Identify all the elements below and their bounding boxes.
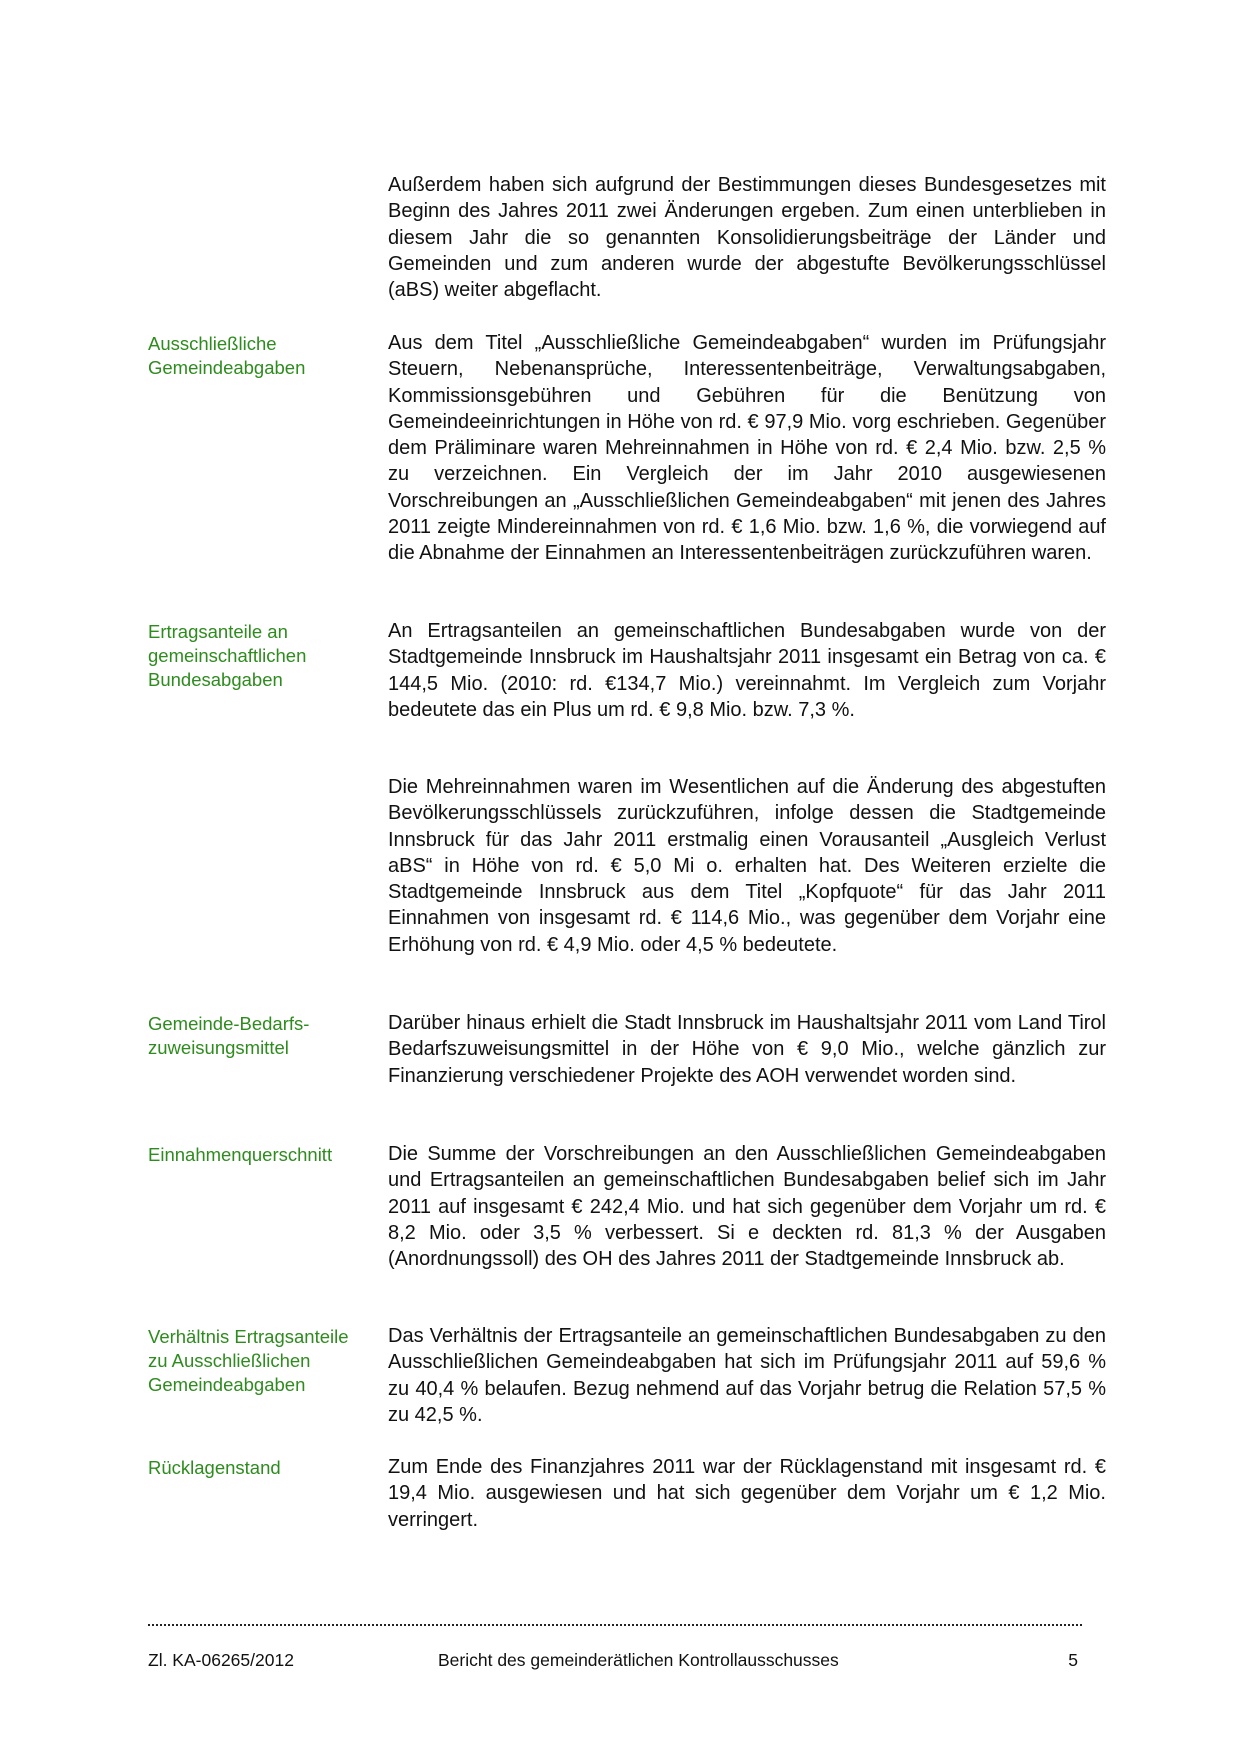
- margin-label: [148, 620, 378, 692]
- intro-paragraph: Außerdem haben sich aufgrund der Bestimmungen dieses Bundesgesetzes mit Beginn des Jahres 2011 zwei Änderungen ergeben. Zum einen unterblieben in diesem Jahr die so genannten Konsolidierungsbeiträge der Länder und Gemeinden und zum anderen wurde der abgestufte Bevölkerungsschlüssel (aBS) weiter abgeflacht.: [388, 174, 1106, 302]
- margin-label: [148, 1012, 378, 1060]
- body-paragraph: An Ertragsanteilen an gemeinschaftlichen Bundesabgaben wurde von der Stadtgemeinde Innsbruck im Haushaltsjahr 2011 insgesamt ein Betrag von ca. € 144,5 Mio. (2010: rd. €134,7 Mio.) vereinnahmt. Im Vergleich zum Vorjahr bedeutete das ein Plus um rd. € 9,8 Mio. bzw. 7,3 %.: [388, 620, 1106, 721]
- margin-label-line: gemeinschaftlichen: [148, 645, 307, 666]
- margin-label-line: Ertragsanteile an: [148, 621, 288, 642]
- margin-label: [148, 332, 378, 380]
- body-paragraph: Das Verhältnis der Ertragsanteile an gemeinschaftlichen Bundesabgaben zu den Ausschließlichen Gemeindeabgaben hat sich im Prüfungsjahr 2011 auf 59,6 % zu 40,4 % belaufen. Bezug nehmend auf das Vorjahr betrug die Relation 57,5 % zu 42,5 %.: [388, 1325, 1106, 1426]
- footer-title: Bericht des gemeinderätlichen Kontrollausschusses: [438, 1650, 839, 1670]
- page-number: 5: [1068, 1650, 1078, 1670]
- margin-label-line: zuweisungsmittel: [148, 1037, 289, 1058]
- margin-label-line: Einnahmenquerschnitt: [148, 1144, 333, 1165]
- margin-label-line: zu Ausschließlichen: [148, 1350, 311, 1371]
- margin-label: [148, 1325, 378, 1397]
- footer-reference: Zl. KA-06265/2012: [148, 1650, 294, 1670]
- page-footer: [148, 1648, 1082, 1672]
- margin-label-line: Verhältnis Ertragsanteile: [148, 1326, 349, 1347]
- margin-label-line: Bundesabgaben: [148, 669, 283, 690]
- margin-label-line: Gemeinde-Bedarfs-: [148, 1013, 310, 1034]
- body-paragraph: Die Mehreinnahmen waren im Wesentlichen auf die Änderung des abgestuften Bevölkerungsschlüssels zurückzuführen, infolge dessen die Stadtgemeinde Innsbruck für das Jahr 2011 erstmalig einen Vorausanteil „Ausgleich Verlust aBS“ in Höhe von rd. € 5,0 Mi o. erhalten hat. Des Weiteren erzielte die Stadtgemeinde Innsbruck aus dem Titel „Kopfquote“ für das Jahr 2011 Einnahmen von insgesamt rd. € 114,6 Mio., was gegenüber dem Vorjahr eine Erhöhung von rd. € 4,9 Mio. oder 4,5 % bedeutete.: [388, 776, 1106, 956]
- body-paragraph: Zum Ende des Finanzjahres 2011 war der Rücklagenstand mit insgesamt rd. € 19,4 Mio. ausgewiesen und hat sich gegenüber dem Vorjahr um € 1,2 Mio. verringert.: [388, 1456, 1106, 1531]
- body-paragraph: Darüber hinaus erhielt die Stadt Innsbruck im Haushaltsjahr 2011 vom Land Tirol Bedarfszuweisungsmittel in der Höhe von € 9,0 Mio., welche gänzlich zur Finanzierung verschiedener Projekte des AOH verwendet worden sind.: [388, 1012, 1106, 1087]
- margin-label-line: Gemeindeabgaben: [148, 1374, 306, 1395]
- margin-label: [148, 1143, 378, 1167]
- body-paragraph: Die Summe der Vorschreibungen an den Ausschließlichen Gemeindeabgaben und Ertragsanteilen an gemeinschaftlichen Bundesabgaben belief sich im Jahr 2011 auf insgesamt € 242,4 Mio. und hat sich gegenüber dem Vorjahr um rd. € 8,2 Mio. oder 3,5 % verbessert. Si e deckten rd. 81,3 % der Ausgaben (Anordnungssoll) des OH des Jahres 2011 der Stadtgemeinde Innsbruck ab.: [388, 1143, 1106, 1271]
- body-paragraph: Aus dem Titel „Ausschließliche Gemeindeabgaben“ wurden im Prüfungsjahr Steuern, Nebenansprüche, Interessentenbeiträge, Verwaltungsabgaben, Kommissionsgebühren und Gebühren für die Benützung von Gemeindeeinrichtungen in Höhe von rd. € 97,9 Mio. vorg eschrieben. Gegenüber dem Präliminare waren Mehreinnahmen in Höhe von rd. € 2,4 Mio. bzw. 2,5 % zu verzeichnen. Ein Vergleich der im Jahr 2010 ausgewiesenen Vorschreibungen an „Ausschließlichen Gemeindeabgaben“ mit jenen des Jahres 2011 zeigte Mindereinnahmen von rd. € 1,6 Mio. bzw. 1,6 %, die vorwiegend auf die Abnahme der Einnahmen an Interessentenbeiträgen zurückzuführen waren.: [388, 332, 1106, 565]
- margin-label-line: Gemeindeabgaben: [148, 357, 306, 378]
- footer-dotted-rule: [148, 1624, 1082, 1626]
- margin-label-line: Rücklagenstand: [148, 1457, 281, 1478]
- margin-label: [148, 1456, 378, 1480]
- margin-label-line: Ausschließliche: [148, 333, 277, 354]
